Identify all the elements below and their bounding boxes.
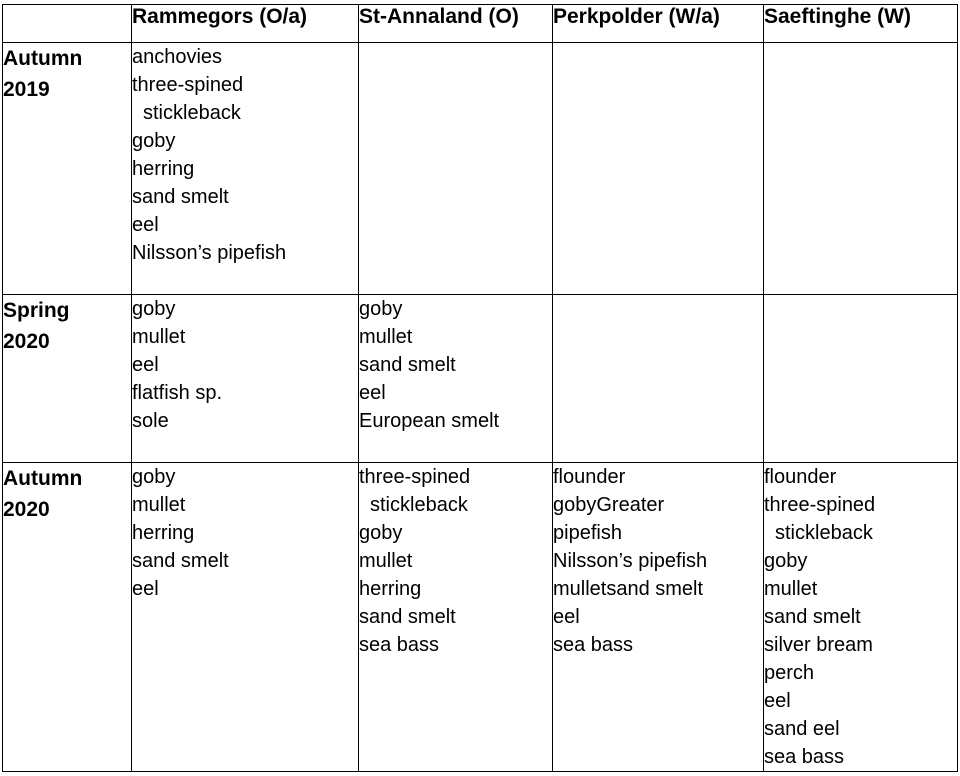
species-item: sand smelt [359,354,456,376]
species-item: flounder [553,466,626,488]
fish-species-table [2,4,958,772]
column-header-rammegors: Rammegors (O/a) [132,5,359,43]
species-item: stickleback [775,522,873,544]
species-item: Nilsson’s pipefish [132,242,287,264]
species-cell-st-annaland [359,43,553,295]
species-item: stickleback [143,102,241,124]
row-header-year: 2020 [3,498,50,521]
species-item: European smelt [359,410,500,432]
table-row-autumn-2019 [3,43,958,295]
table-row-spring-2020 [3,295,958,463]
row-header [3,463,132,772]
species-item: eel [132,578,159,600]
row-header-year: 2019 [3,78,50,101]
species-cell-perkpolder [553,463,764,772]
species-item: flounder [764,466,837,488]
species-cell-rammegors [132,463,359,772]
species-item: sand smelt [764,606,861,628]
species-item: sand smelt [132,186,229,208]
species-item: goby [764,550,808,572]
species-item: flatfish sp. [132,382,223,404]
row-header-year: 2020 [3,330,50,353]
row-header [3,295,132,463]
species-item: gobyGreater [553,494,665,516]
species-cell-perkpolder [553,43,764,295]
species-item: eel [132,214,159,236]
species-item: mullet [764,578,818,600]
species-item: sole [132,410,169,432]
species-item: sea bass [359,634,440,656]
species-item: eel [359,382,386,404]
corner-cell [3,5,132,43]
species-cell-saeftinghe [764,295,958,463]
species-item: sea bass [764,746,845,768]
header-row [3,5,958,43]
species-item: mullet [359,326,413,348]
row-header [3,43,132,295]
species-item: goby [132,466,176,488]
species-item: herring [132,522,195,544]
species-item: herring [132,158,195,180]
species-item: perch [764,662,815,684]
species-item: sea bass [553,634,634,656]
species-item: Nilsson’s pipefish [553,550,708,572]
species-item: goby [132,298,176,320]
row-header-season: Autumn [3,467,83,490]
species-item: mulletsand smelt [553,578,704,600]
column-header-saeftinghe: Saeftinghe (W) [764,5,958,43]
species-item: goby [132,130,176,152]
species-item: pipefish [553,522,622,544]
species-item: three-spined [764,494,876,516]
species-item: sand eel [764,718,840,740]
species-item: anchovies [132,46,223,68]
species-item: eel [132,354,159,376]
species-cell-saeftinghe [764,43,958,295]
column-header-st-annaland: St-Annaland (O) [359,5,553,43]
species-cell-saeftinghe [764,463,958,772]
species-cell-rammegors [132,295,359,463]
species-item: mullet [132,494,186,516]
species-cell-rammegors [132,43,359,295]
species-item: eel [553,606,580,628]
species-item: sand smelt [132,550,229,572]
row-header-season: Spring [3,299,70,322]
column-header-perkpolder: Perkpolder (W/a) [553,5,764,43]
species-item: stickleback [370,494,468,516]
row-header-season: Autumn [3,47,83,70]
table-row-autumn-2020 [3,463,958,772]
species-item: three-spined [359,466,471,488]
species-item: goby [359,298,403,320]
species-item: mullet [359,550,413,572]
species-cell-perkpolder [553,295,764,463]
species-cell-st-annaland [359,463,553,772]
species-item: eel [764,690,791,712]
species-item: sand smelt [359,606,456,628]
species-item: herring [359,578,422,600]
species-item: goby [359,522,403,544]
species-item: silver bream [764,634,873,656]
species-cell-st-annaland [359,295,553,463]
species-item: three-spined [132,74,244,96]
species-item: mullet [132,326,186,348]
